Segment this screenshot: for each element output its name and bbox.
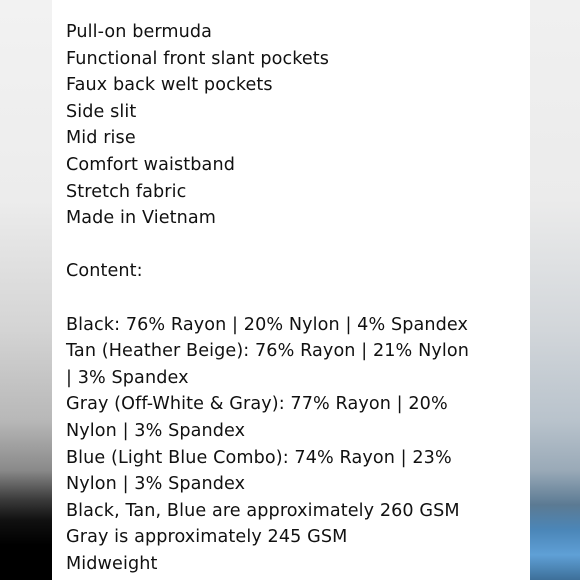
feature-line: Comfort waistband bbox=[66, 154, 235, 175]
content-line: Black, Tan, Blue are approximately 260 GSM bbox=[66, 500, 460, 521]
product-description-card bbox=[52, 0, 530, 580]
feature-line: Stretch fabric bbox=[66, 181, 187, 202]
feature-line: Made in Vietnam bbox=[66, 208, 217, 229]
blank-line bbox=[66, 232, 469, 259]
content-line: | 3% Spandex bbox=[66, 367, 189, 388]
feature-line: Pull-on bermuda bbox=[66, 22, 213, 42]
blank-line bbox=[66, 285, 469, 312]
background-left-strip bbox=[0, 0, 52, 580]
content-line: Tan (Heather Beige): 76% Rayon | 21% Nylon bbox=[66, 341, 469, 362]
background-right-strip bbox=[530, 0, 580, 580]
content-line: Midweight bbox=[66, 553, 158, 574]
feature-line: Functional front slant pockets bbox=[66, 48, 330, 69]
content-line: Nylon | 3% Spandex bbox=[66, 420, 246, 441]
feature-line: Side slit bbox=[66, 101, 137, 122]
content-line: Black: 76% Rayon | 20% Nylon | 4% Spandex bbox=[66, 314, 469, 335]
content-line: Gray (Off-White & Gray): 77% Rayon | 20% bbox=[66, 394, 448, 415]
content-heading: Content: bbox=[66, 261, 143, 282]
description-text bbox=[66, 19, 469, 577]
feature-line: Mid rise bbox=[66, 128, 136, 149]
content-line: Gray is approximately 245 GSM bbox=[66, 527, 348, 548]
content-line: Blue (Light Blue Combo): 74% Rayon | 23% bbox=[66, 447, 452, 468]
content-line: Nylon | 3% Spandex bbox=[66, 474, 246, 495]
feature-line: Faux back welt pockets bbox=[66, 75, 273, 96]
